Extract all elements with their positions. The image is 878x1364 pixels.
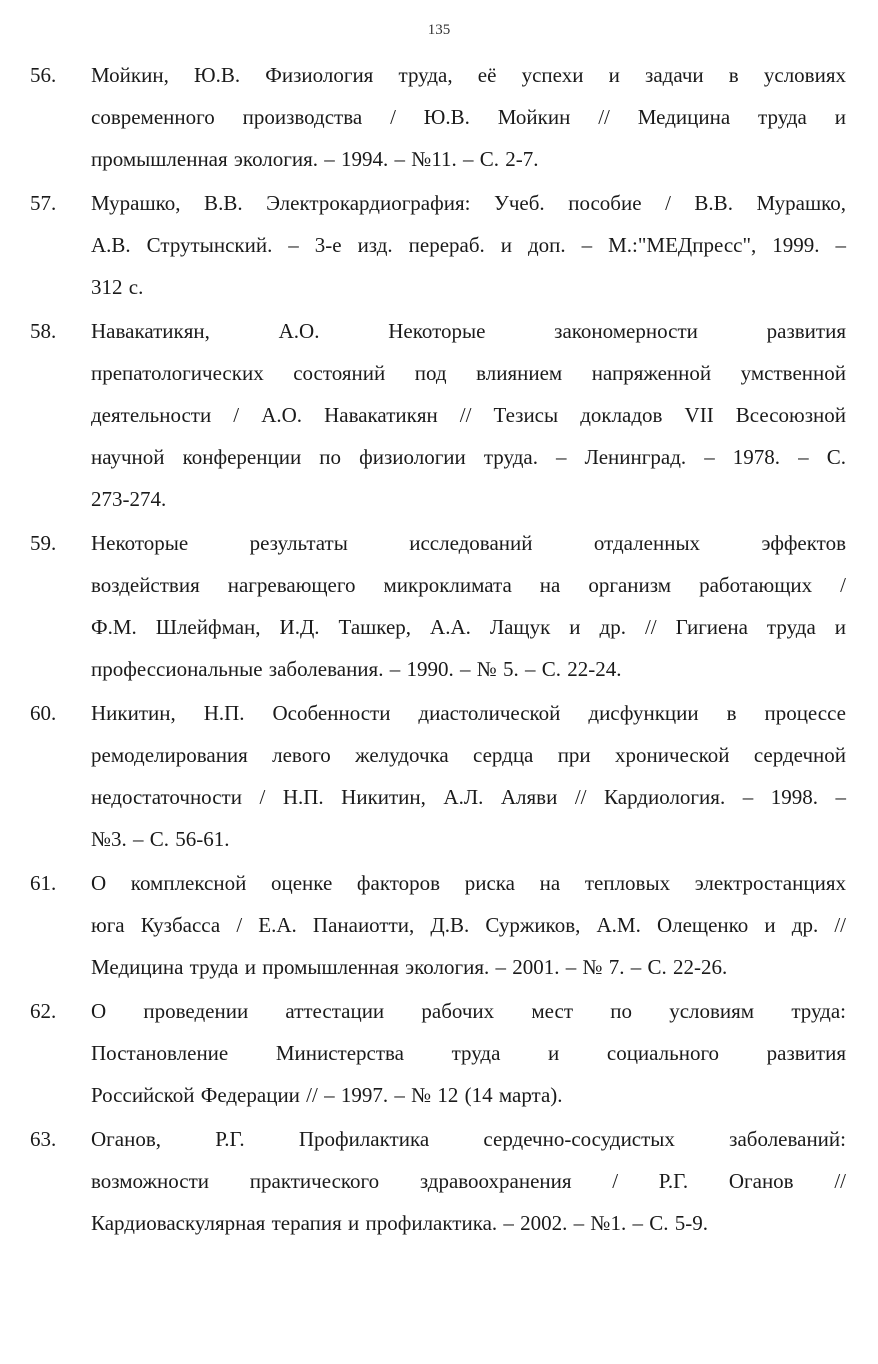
reference-line: Мойкин, Ю.В. Физиология труда, её успехи и задачи в условиях (91, 63, 846, 87)
reference-entry (0, 522, 878, 690)
reference-entry (0, 692, 878, 860)
reference-number: 56. (30, 63, 57, 87)
reference-line: Ф.М. Шлейфман, И.Д. Ташкер, А.А. Лащук и др. // Гигиена труда и (91, 615, 846, 639)
reference-number: 58. (30, 319, 57, 343)
reference-number: 57. (30, 191, 57, 215)
reference-line: Никитин, Н.П. Особенности диастолической дисфункции в процессе (91, 701, 846, 725)
reference-line: Мурашко, В.В. Электрокардиография: Учеб. пособие / В.В. Мурашко, (91, 191, 846, 215)
reference-line: юга Кузбасса / Е.А. Панаиотти, Д.В. Суржиков, А.М. Олещенко и др. // (91, 913, 846, 937)
reference-line: Российской Федерации // – 1997. – № 12 (14 марта). (91, 1083, 563, 1107)
reference-line: №3. – С. 56-61. (91, 827, 230, 851)
reference-line: О проведении аттестации рабочих мест по условиям труда: (91, 999, 846, 1023)
reference-entry (0, 182, 878, 308)
reference-text (91, 54, 846, 180)
reference-text (91, 182, 846, 308)
reference-number: 61. (30, 871, 57, 895)
reference-number: 60. (30, 701, 57, 725)
reference-number: 63. (30, 1127, 57, 1151)
reference-line: О комплексной оценке факторов риска на тепловых электростанциях (91, 871, 846, 895)
reference-line: Навакатикян, А.О. Некоторые закономерности развития (91, 319, 846, 343)
reference-number: 62. (30, 999, 57, 1023)
reference-line: профессиональные заболевания. – 1990. – № 5. – С. 22-24. (91, 657, 622, 681)
reference-text (91, 1118, 846, 1244)
reference-entry (0, 310, 878, 520)
reference-text (91, 692, 846, 860)
reference-line: А.В. Струтынский. – 3-е изд. перераб. и доп. – М.:"МЕДпресс", 1999. – (91, 233, 846, 257)
reference-line: 312 с. (91, 275, 144, 299)
reference-line: научной конференции по физиологии труда. – Ленинград. – 1978. – С. (91, 445, 846, 469)
reference-line: воздействия нагревающего микроклимата на организм работающих / (91, 573, 846, 597)
reference-line: ремоделирования левого желудочка сердца при хронической сердечной (91, 743, 846, 767)
reference-entry (0, 862, 878, 988)
reference-line: Кардиоваскулярная терапия и профилактика. – 2002. – №1. – С. 5-9. (91, 1211, 708, 1235)
reference-line: промышленная экология. – 1994. – №11. – С. 2-7. (91, 147, 539, 171)
reference-line: Медицина труда и промышленная экология. – 2001. – № 7. – С. 22-26. (91, 955, 728, 979)
reference-line: препатологических состояний под влиянием напряженной умственной (91, 361, 846, 385)
reference-line: современного производства / Ю.В. Мойкин // Медицина труда и (91, 105, 846, 129)
reference-line: Постановление Министерства труда и социального развития (91, 1041, 846, 1065)
reference-text (91, 862, 846, 988)
reference-line: Некоторые результаты исследований отдаленных эффектов (91, 531, 846, 555)
reference-line: 273-274. (91, 487, 167, 511)
reference-text (91, 990, 846, 1116)
reference-entry (0, 54, 878, 180)
reference-text (91, 310, 846, 520)
reference-line: возможности практического здравоохранения / Р.Г. Оганов // (91, 1169, 846, 1193)
reference-line: недостаточности / Н.П. Никитин, А.Л. Аляви // Кардиология. – 1998. – (91, 785, 846, 809)
reference-line: Оганов, Р.Г. Профилактика сердечно-сосудистых заболеваний: (91, 1127, 846, 1151)
reference-entry (0, 990, 878, 1116)
reference-text (91, 522, 846, 690)
reference-number: 59. (30, 531, 57, 555)
reference-list (0, 54, 878, 1246)
reference-line: деятельности / А.О. Навакатикян // Тезисы докладов VII Всесоюзной (91, 403, 846, 427)
reference-entry (0, 1118, 878, 1244)
page-number: 135 (427, 22, 451, 38)
